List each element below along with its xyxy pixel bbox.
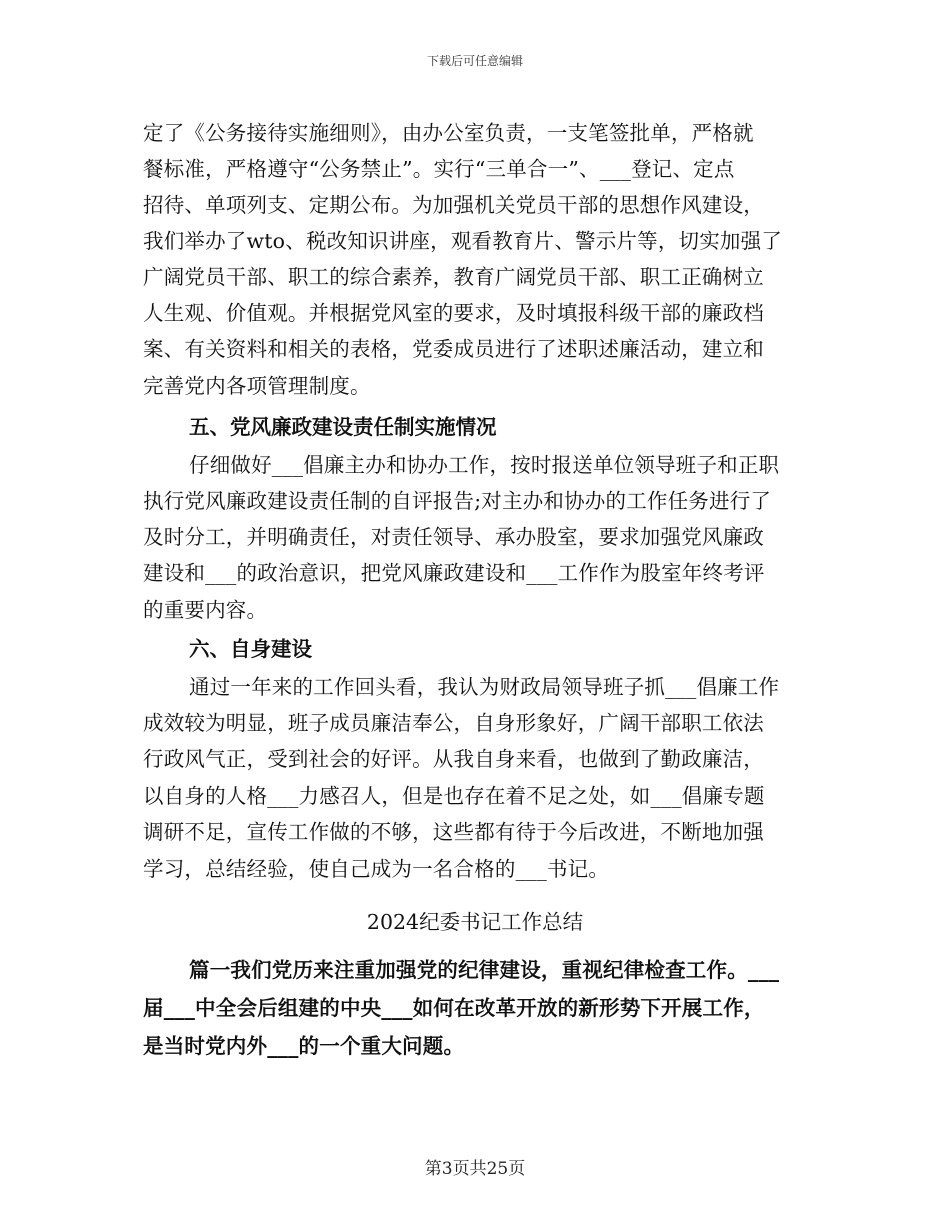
page-number: 第3页共25页 [424, 1159, 526, 1179]
paragraph-line: 完善党内各项管理制度。 [143, 374, 371, 398]
paragraph-line: 案、有关资料和相关的表格，党委成员进行了述职述廉活动，建立和 [143, 337, 764, 361]
paragraph-line: 广阔党员干部、职工的综合素养，教育广阔党员干部、职工正确树立 [143, 265, 764, 289]
section-heading-six: 六、自身建设 [189, 637, 312, 661]
page-header: 下载后可任意编辑 [426, 54, 523, 68]
section-heading-five: 五、党风廉政建设责任制实施情况 [189, 415, 497, 439]
document-title: 2024纪委书记工作总结 [366, 910, 584, 934]
paragraph-line: 餐标准，严格遵守“公务禁止”。实行“三单合一”、___登记、定点 [143, 157, 735, 181]
paragraph-line: 定了《公务接待实施细则》，由办公室负责，一支笔签批单，严格就 [143, 121, 754, 145]
paragraph-line: 以自身的人格___力感召人，但是也存在着不足之处，如___倡廉专题 [143, 784, 765, 808]
paragraph-line: 篇一我们党历来注重加强党的纪律建设，重视纪律检查工作。___ [189, 958, 780, 982]
paragraph-line: 仔细做好___倡廉主办和协办工作，按时报送单位领导班子和正职 [189, 453, 780, 477]
paragraph-line: 届___中全会后组建的中央___如何在改革开放的新形势下开展工作， [143, 996, 765, 1020]
paragraph-line: 人生观、价值观。并根据党风室的要求，及时填报科级干部的廉政档 [143, 301, 764, 325]
paragraph-line: 的重要内容。 [143, 598, 268, 622]
paragraph-line: 通过一年来的工作回头看，我认为财政局领导班子抓___倡廉工作 [189, 675, 780, 699]
paragraph-line: 及时分工，并明确责任，对责任领导、承办股室，要求加强党风廉政 [143, 525, 764, 549]
paragraph-line: 行政风气正，受到社会的好评。从我自身来看，也做到了勤政廉洁， [143, 747, 764, 771]
paragraph-line: 我们举办了wto、税改知识讲座，观看教育片、警示片等，切实加强了 [143, 229, 783, 253]
paragraph-line: 执行党风廉政建设责任制的自评报告;对主办和协办的工作任务进行了 [143, 489, 772, 513]
paragraph-line: 招待、单项列支、定期公布。为加强机关党员干部的思想作风建设， [143, 193, 764, 217]
paragraph-line: 建设和___的政治意识，把党风廉政建设和___工作作为股室年终考评 [143, 561, 765, 585]
paragraph-line: 成效较为明显，班子成员廉洁奉公，自身形象好，广阔干部职工依法 [143, 711, 764, 735]
paragraph-line: 是当时党内外___的一个重大问题。 [143, 1034, 465, 1058]
paragraph-line: 调研不足，宣传工作做的不够，这些都有待于今后改进，不断地加强 [143, 820, 764, 844]
paragraph-line: 学习，总结经验，使自己成为一名合格的___书记。 [143, 857, 610, 881]
